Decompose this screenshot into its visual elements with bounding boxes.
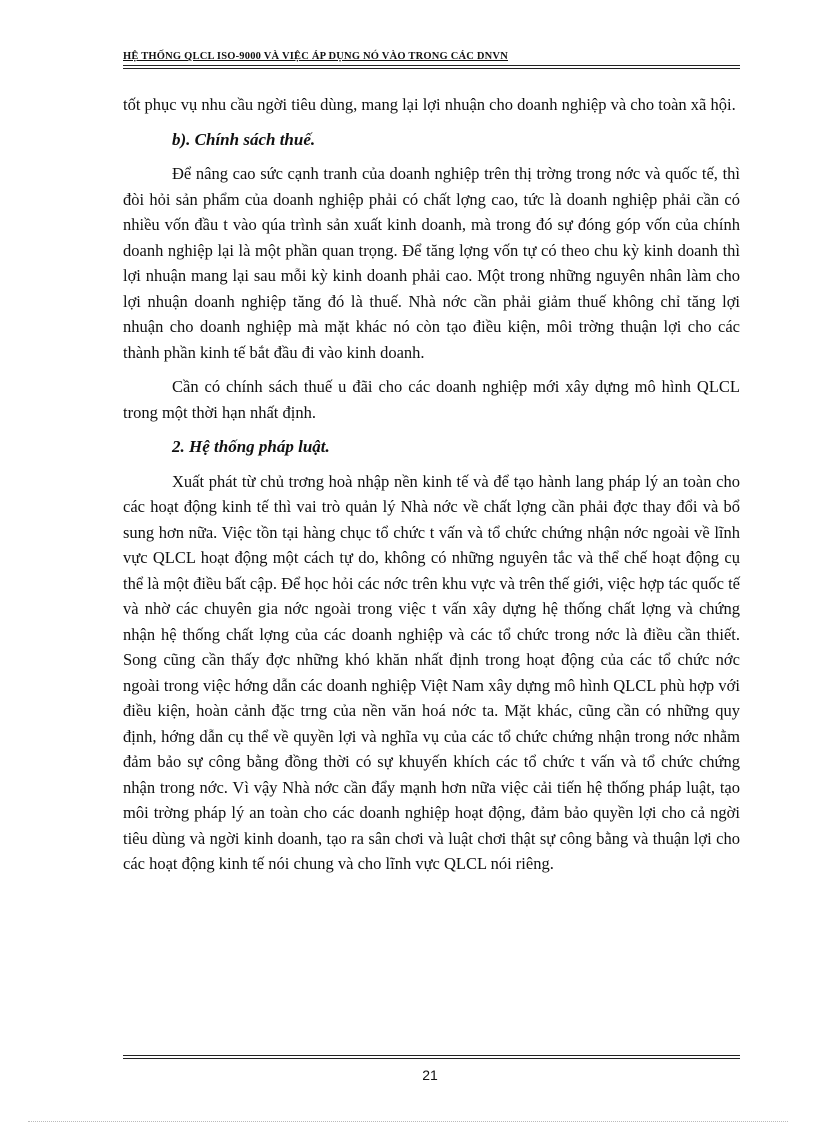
section-heading-tax-policy: b). Chính sách thuế. xyxy=(172,129,316,149)
document-body xyxy=(123,92,740,877)
footer-divider xyxy=(123,1055,740,1059)
paragraph-continuation: tốt phục vụ nhu cầu ngời tiêu dùng, mang lại lợi nhuận cho doanh nghiệp và cho toàn xã hội. xyxy=(123,95,736,114)
paragraph-legal-system: Xuất phát từ chủ trơng hoà nhập nền kinh tế và để tạo hành lang pháp lý an toàn cho các hoạt động kinh tế thì vai trò quản lý Nhà nớc về chất lợng cần phải đợc thay đổi và bổ sung hơn nữa. Việc tồn tại hàng chục tổ chức t vấn và tổ chức chứng nhận nớc ngoài về lĩnh vực QLCL hoạt động một cách tự do, không có những nguyên tắc và thể chế hoạt động cụ thể là một điều bất cập. Để học hỏi các nớc trên khu vực và trên thế giới, việc hợp tác quốc tế và nhờ các chuyên gia nớc ngoài trong việc t vấn xây dựng hệ thống chất lợng và chứng nhận hệ thống chất lợng của các doanh nghiệp và các tổ chức trong nớc là điều cần thiết. Song cũng cần thấy đợc những khó khăn nhất định trong hoạt động của các tổ chức nớc ngoài trong việc hớng dẫn các doanh nghiệp Việt Nam xây dựng mô hình QLCL phù hợp với điều kiện, hoàn cảnh đặc trng của nền văn hoá nớc ta. Mặt khác, cũng cần có những quy định, hớng dẫn cụ thể về quyền lợi và nghĩa vụ của các tổ chức chứng nhận trong nớc nhằm đảm bảo sự công bằng đồng thời có sự khuyến khích các tổ chức t vấn và tổ chức chứng nhận trong nớc. Vì vậy Nhà nớc cần đẩy mạnh hơn nữa việc cải tiến hệ thống pháp luật, tạo môi trờng pháp lý an toàn cho các doanh nghiệp hoạt động, đảm bảo quyền lợi cho cả ngời tiêu dùng và ngời kinh doanh, tạo ra sân chơi và luật chơi thật sự công bằng và thuận lợi cho các hoạt động kinh tế nói chung và cho lĩnh vực QLCL nói riêng. xyxy=(123,471,740,873)
page-header xyxy=(123,51,740,69)
header-divider xyxy=(123,65,740,69)
section-heading-legal-system: 2. Hệ thống pháp luật. xyxy=(172,437,330,456)
page-bottom-edge xyxy=(28,1121,788,1122)
paragraph-tax-policy: Để nâng cao sức cạnh tranh của doanh nghiệp trên thị trờng trong nớc và quốc tế, thì đòi hỏi sản phẩm của doanh nghiệp phải có chất lợng cao, tức là doanh nghiệp phải cần có nhiều vốn đầu t vào qúa trình sản xuất kinh doanh, mà trong đó sự đóng góp vốn của chính doanh nghiệp lại là một phần quan trọng. Để tăng lợng vốn tự có theo chu kỳ kinh doanh thì lợi nhuận mang lại sau mỗi kỳ kinh doanh phải cao. Một trong những nguyên nhân làm cho lợi nhuận doanh nghiệp tăng đó là thuế. Nhà nớc cần phải giảm thuế không chỉ tăng lợi nhuận cho doanh nghiệp mà mặt khác nó còn tạo điều kiện, môi trờng thuận lợi cho các thành phần kinh tế bắt đầu đi vào kinh doanh. xyxy=(123,164,740,362)
paragraph-tax-incentive: Cần có chính sách thuế u đãi cho các doanh nghiệp mới xây dựng mô hình QLCL trong một thời hạn nhất định. xyxy=(123,377,740,422)
page-number: 21 xyxy=(422,1067,438,1083)
header-title: HỆ THỐNG QLCL ISO-9000 VÀ VIỆC ÁP DỤNG NÓ VÀO TRONG CÁC DNVN xyxy=(123,51,508,62)
